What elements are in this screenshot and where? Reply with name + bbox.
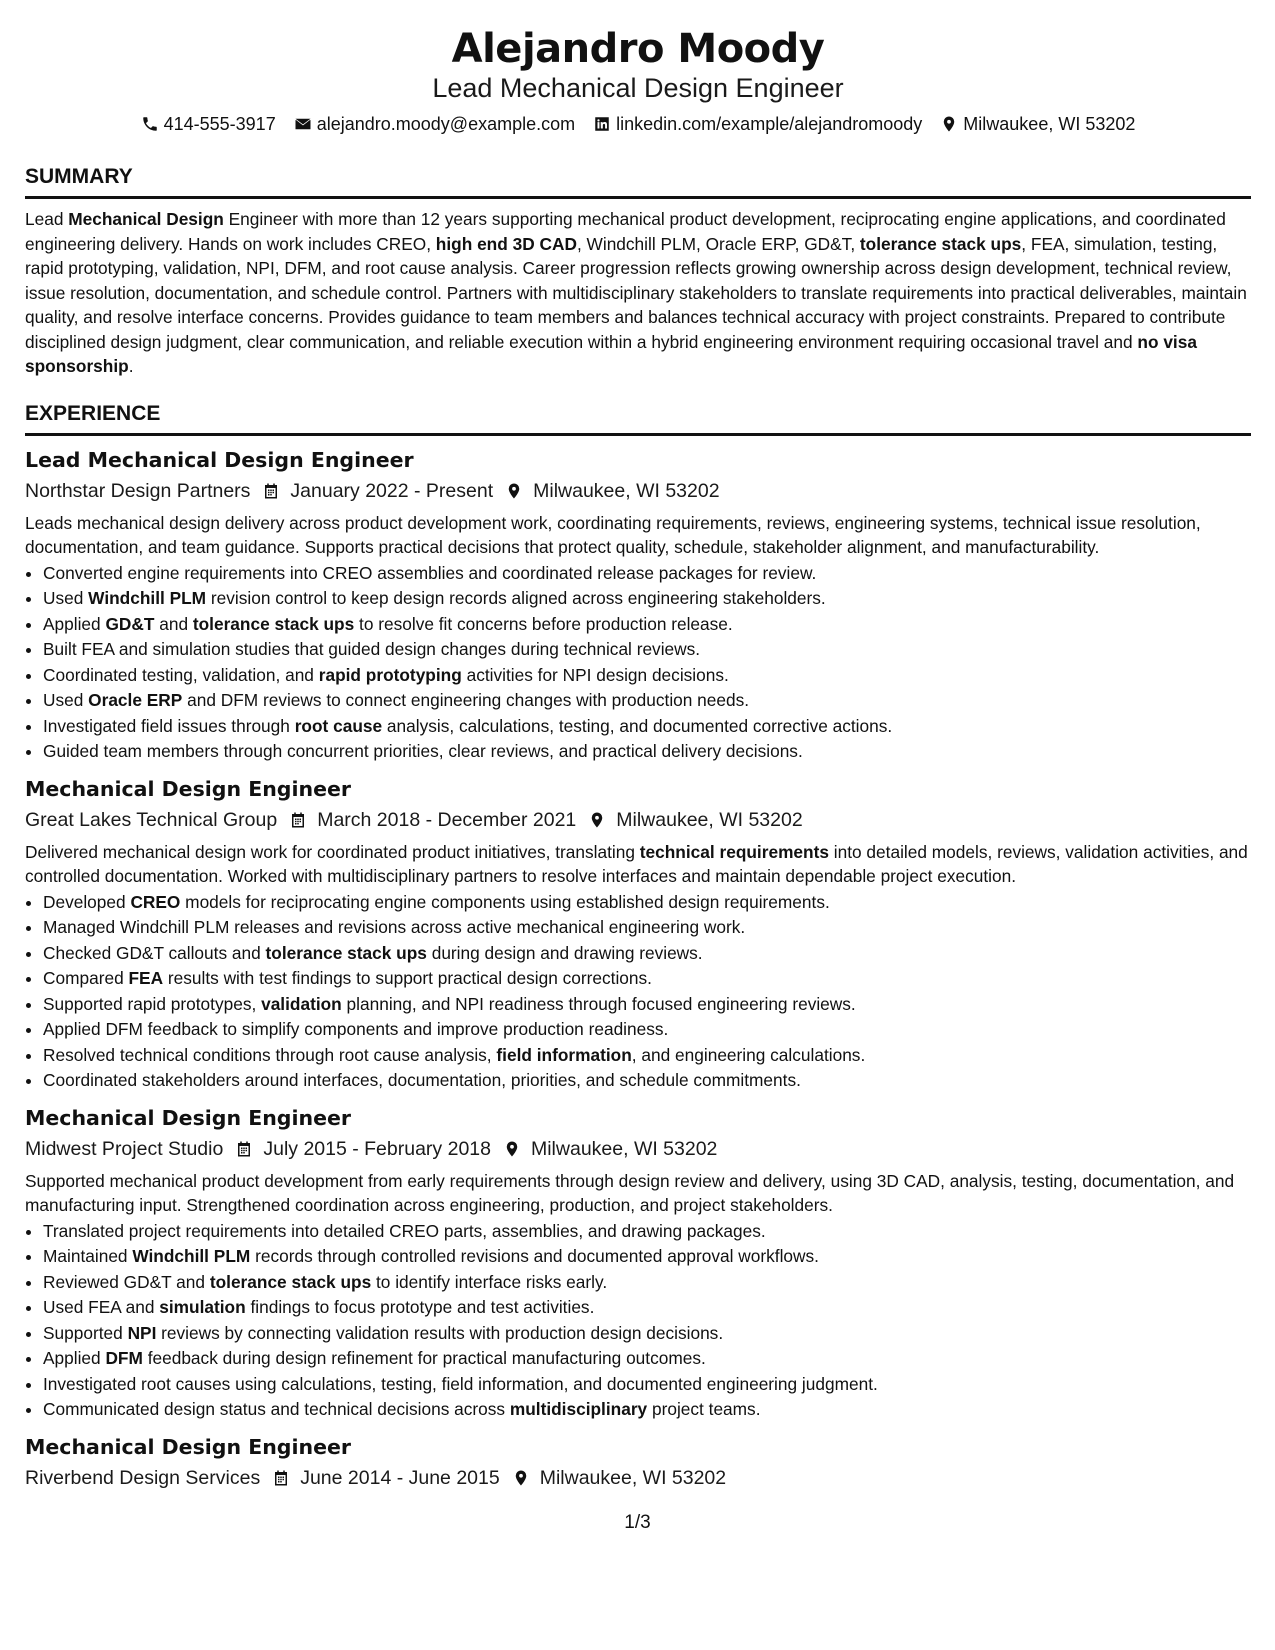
resume-page [25, 0, 1251, 1493]
text-segment: Coordinated stakeholders around interfaces, documentation, priorities, and schedule commitments. [43, 1070, 801, 1090]
bullet-item [43, 1346, 1251, 1372]
summary-heading: SUMMARY [25, 164, 1251, 199]
bullet-item [43, 637, 1251, 663]
dates-text: June 2014 - June 2015 [300, 1466, 500, 1489]
text-segment: Guided team members through concurrent priorities, clear reviews, and practical delivery decisions. [43, 741, 803, 761]
bold-keyword: tolerance stack ups [859, 233, 1022, 254]
dates-text: July 2015 - February 2018 [263, 1137, 491, 1160]
candidate-title: Lead Mechanical Design Engineer [432, 73, 844, 103]
contact-phone[interactable] [141, 112, 276, 136]
job-dates [262, 476, 493, 506]
text-segment: project teams. [647, 1399, 761, 1419]
job-entry [25, 775, 1251, 1094]
text-segment: Lead [25, 209, 69, 229]
text-segment: findings to focus prototype and test activities. [245, 1297, 595, 1317]
bold-keyword: Mechanical Design [68, 209, 224, 229]
bullet-item [43, 890, 1251, 916]
map-pin-icon [505, 482, 523, 500]
bullet-item [43, 612, 1251, 638]
bullet-item [43, 1068, 1251, 1094]
bullet-item [43, 1043, 1251, 1069]
contact-bar [25, 112, 1251, 136]
job-meta [25, 1463, 1251, 1493]
company-name: Northstar Design Partners [25, 479, 251, 502]
bullet-item [43, 992, 1251, 1018]
job-location [503, 1134, 717, 1164]
linkedin-text: linkedin.com/example/alejandromoody [616, 114, 923, 134]
text-segment: planning, and NPI readiness through focused engineering reviews. [341, 993, 856, 1014]
text-segment: Used FEA and [43, 1297, 160, 1317]
bullet-item [43, 1219, 1251, 1245]
text-segment: Used [43, 588, 89, 608]
text-segment: Supported [43, 1322, 128, 1343]
text-segment: Built FEA and simulation studies that guided design changes during technical reviews. [43, 639, 701, 659]
text-segment: to resolve fit concerns before production release. [354, 613, 733, 634]
bullet-item [43, 663, 1251, 689]
bullet-item [43, 586, 1251, 612]
bold-keyword: simulation [159, 1297, 246, 1317]
text-segment: Developed [43, 891, 131, 912]
map-pin-icon [940, 115, 958, 133]
text-segment: Coordinated testing, validation, and [43, 664, 319, 685]
bold-keyword: tolerance stack ups [209, 1271, 372, 1292]
text-segment: models for reciprocating engine components using established design requirements. [180, 891, 830, 912]
location-text: Milwaukee, WI 53202 [963, 114, 1136, 134]
resume-header [25, 26, 1251, 136]
text-segment: results with test findings to support practical design corrections. [163, 968, 652, 988]
contact-email[interactable] [294, 112, 575, 136]
job-bullets [25, 561, 1251, 765]
bullet-item [43, 561, 1251, 587]
bold-keyword: rapid prototyping [318, 664, 462, 685]
text-segment: Applied DFM feedback to simplify components and improve production readiness. [43, 1019, 669, 1039]
text-segment: analysis, calculations, testing, and documented corrective actions. [382, 715, 893, 736]
text-segment: and DFM reviews to connect engineering changes with production needs. [182, 690, 750, 710]
bullet-item [43, 739, 1251, 765]
text-segment: Delivered mechanical design work for coordinated product initiatives, translating [25, 841, 640, 862]
text-segment: records through controlled revisions and documented approval workflows. [250, 1246, 819, 1266]
job-bullets [25, 890, 1251, 1094]
email-text: alejandro.moody@example.com [316, 114, 576, 134]
map-pin-icon [503, 1140, 521, 1158]
text-segment: Checked GD&T callouts and [43, 942, 266, 963]
location-text: Milwaukee, WI 53202 [616, 808, 803, 831]
bold-keyword: Oracle ERP [88, 690, 183, 710]
page-number: 1/3 [624, 1512, 651, 1533]
candidate-name: Alejandro Moody [451, 26, 825, 72]
envelope-icon [294, 115, 312, 133]
phone-icon [141, 115, 159, 133]
bullet-item [43, 1270, 1251, 1296]
company-name: Great Lakes Technical Group [25, 808, 278, 831]
bullet-item [43, 1295, 1251, 1321]
job-title: Mechanical Design Engineer [25, 1105, 352, 1130]
job-location [512, 1463, 726, 1493]
text-segment: Supported rapid prototypes, [43, 993, 262, 1014]
text-segment: revision control to keep design records aligned across engineering stakeholders. [206, 588, 826, 608]
job-entry [25, 1433, 1251, 1493]
job-dates [235, 1134, 491, 1164]
job-description: Leads mechanical design delivery across product development work, coordinating requirements, reviews, engineering systems, technical issue resolution, documentation, and team guidance. Supports practical decisions that protect quality, schedule, stakeholder alignment, and manufacturability. [25, 512, 1201, 557]
text-segment: during design and drawing reviews. [426, 942, 703, 963]
bold-keyword: technical requirements [639, 841, 829, 862]
text-segment: Converted engine requirements into CREO assemblies and coordinated release packages for review. [43, 562, 817, 583]
bold-keyword: tolerance stack ups [192, 613, 355, 634]
bold-keyword: multidisciplinary [509, 1399, 648, 1419]
job-title: Lead Mechanical Design Engineer [25, 447, 414, 472]
job-meta [25, 805, 1251, 835]
text-segment: , and engineering calculations. [631, 1044, 866, 1065]
job-location [505, 476, 719, 506]
bullet-item [43, 688, 1251, 714]
bold-keyword: Windchill PLM [88, 588, 207, 608]
bullet-item [43, 1244, 1251, 1270]
text-segment: activities for NPI design decisions. [461, 664, 729, 685]
text-segment: reviews by connecting validation results with production design decisions. [156, 1322, 724, 1343]
text-segment: Applied [43, 1348, 106, 1368]
bold-keyword: root cause [294, 715, 383, 736]
bold-keyword: high end 3D CAD [435, 233, 577, 254]
job-dates [289, 805, 576, 835]
bullet-item [43, 1017, 1251, 1043]
bold-keyword: validation [261, 993, 342, 1014]
location-text: Milwaukee, WI 53202 [530, 1137, 718, 1160]
calendar-icon [272, 1469, 290, 1487]
job-entry [25, 446, 1251, 765]
summary-text [25, 207, 1251, 379]
map-pin-icon [588, 811, 606, 829]
job-location [588, 805, 802, 835]
job-dates [272, 1463, 500, 1493]
bold-keyword: DFM [105, 1348, 143, 1368]
company-name: Midwest Project Studio [25, 1137, 224, 1160]
bold-keyword: field information [496, 1044, 632, 1065]
linkedin-icon [593, 115, 611, 133]
job-description: Supported mechanical product development from early requirements through design review and delivery, using 3D CAD, analysis, testing, documentation, and manufacturing input. Strengthened coordination across engineering, production, and project stakeholders. [25, 1170, 1235, 1215]
job-entry [25, 1104, 1251, 1423]
text-segment: Managed Windchill PLM releases and revisions across active mechanical engineering work. [43, 917, 746, 937]
location-text: Milwaukee, WI 53202 [539, 1466, 727, 1489]
bullet-item [43, 941, 1251, 967]
text-segment: and [154, 613, 193, 634]
text-segment: Reviewed GD&T and [43, 1271, 210, 1292]
bold-keyword: no visa sponsorship [25, 331, 1197, 376]
bullet-item [43, 1321, 1251, 1347]
text-segment: . [128, 356, 134, 376]
dates-text: January 2022 - Present [290, 479, 494, 502]
company-name: Riverbend Design Services [25, 1466, 261, 1489]
text-segment: , Windchill PLM, Oracle ERP, GD&T, [576, 233, 860, 254]
bold-keyword: GD&T [105, 613, 155, 634]
text-segment: Engineer with more than 12 years supporting mechanical product development, reciprocating engine applications, and coordinated engineering delivery. Hands on work includes CREO, [25, 209, 1226, 254]
location-text: Milwaukee, WI 53202 [533, 479, 720, 502]
text-segment: , FEA, simulation, testing, rapid prototyping, validation, NPI, DFM, and root cause analysis. Career progression reflects growing ownership across design development, technical review, issue resolution, documentation, and schedule control. Partners with multidisciplinary stakeholders to translate requirements into practical deliverables, maintain quality, and resolve interface concerns. Provides guidance to team members and balances technical accuracy with project constraints. Prepared to contribute disciplined design judgment, clear communication, and reliable execution within a hybrid engineering environment requiring occasional travel and [25, 233, 1247, 352]
dates-text: March 2018 - December 2021 [317, 808, 577, 831]
job-description [25, 840, 1251, 888]
bold-keyword: FEA [128, 968, 164, 988]
job-meta [25, 476, 1251, 506]
text-segment: Maintained [43, 1246, 133, 1266]
experience-heading: EXPERIENCE [25, 401, 1251, 436]
text-segment: Applied [43, 613, 106, 634]
job-title: Mechanical Design Engineer [25, 776, 352, 801]
text-segment: Investigated root causes using calculations, testing, field information, and documented engineering judgment. [43, 1373, 878, 1394]
contact-location [940, 112, 1135, 136]
job-meta [25, 1134, 1251, 1164]
bullet-item [43, 714, 1251, 740]
experience-list [25, 446, 1251, 1493]
text-segment: Used [43, 690, 89, 710]
text-segment: Communicated design status and technical decisions across [43, 1399, 510, 1419]
bullet-item [43, 966, 1251, 992]
calendar-icon [235, 1140, 253, 1158]
text-segment: Compared [43, 968, 129, 988]
calendar-icon [262, 482, 280, 500]
text-segment: Resolved technical conditions through root cause analysis, [43, 1044, 497, 1065]
bullet-item [43, 1397, 1251, 1423]
map-pin-icon [512, 1469, 530, 1487]
job-title: Mechanical Design Engineer [25, 1434, 352, 1459]
calendar-icon [289, 811, 307, 829]
text-segment: Investigated field issues through [43, 715, 295, 736]
text-segment: into detailed models, reviews, validation activities, and controlled documentation. Worked with multidisciplinary partners to resolve interfaces and maintain dependable project execution. [25, 841, 1248, 886]
bold-keyword: Windchill PLM [132, 1246, 251, 1266]
bold-keyword: CREO [130, 891, 181, 912]
bold-keyword: NPI [127, 1322, 157, 1343]
job-bullets [25, 1219, 1251, 1423]
bullet-item [43, 915, 1251, 941]
text-segment: Translated project requirements into detailed CREO parts, assemblies, and drawing packages. [43, 1220, 766, 1241]
contact-linkedin[interactable] [593, 112, 922, 136]
text-segment: to identify interface risks early. [371, 1271, 608, 1292]
bullet-item [43, 1372, 1251, 1398]
phone-text: 414-555-3917 [163, 114, 276, 134]
text-segment: feedback during design refinement for practical manufacturing outcomes. [142, 1348, 706, 1368]
bold-keyword: tolerance stack ups [265, 942, 427, 963]
